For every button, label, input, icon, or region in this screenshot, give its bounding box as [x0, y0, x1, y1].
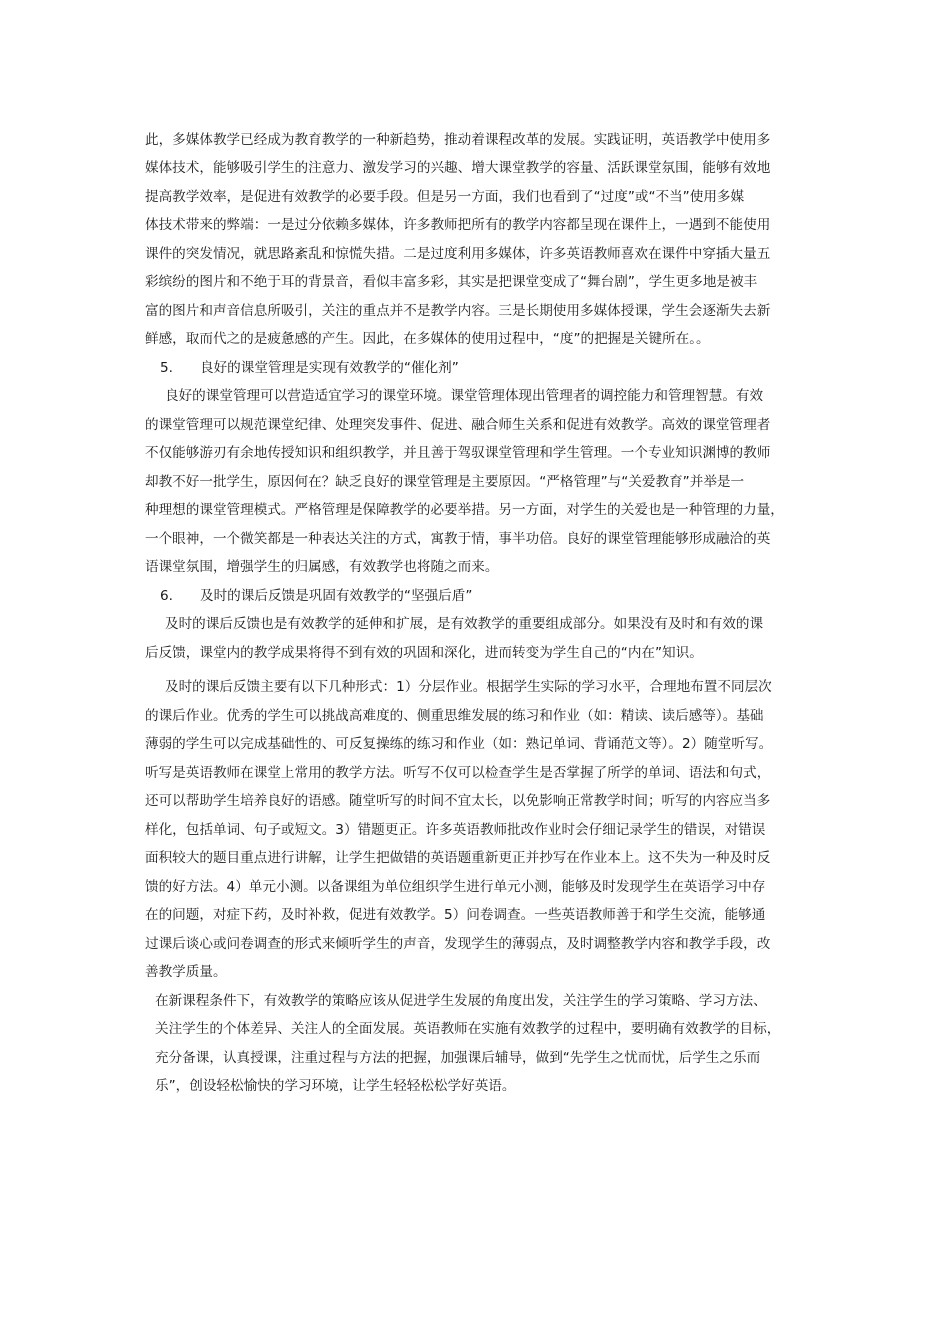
heading-number: 6.: [160, 588, 173, 604]
text-line: 媒体技术，能够吸引学生的注意力、激发学习的兴趣、增大课堂教学的容量、活跃课堂氛围，能够有效地: [145, 160, 771, 176]
text-line: 样化，包括单词、句子或短文。3）错题更正。许多英语教师批改作业时会仔细记录学生的错误，对错误: [145, 822, 766, 838]
heading-number: 5.: [160, 360, 173, 376]
text-line: 鲜感，取而代之的是疲惫感的产生。因此，在多媒体的使用过程中，“度”的把握是关键所在。。: [145, 331, 710, 347]
text-line: 在的问题，对症下药，及时补救，促进有效教学。5）问卷调查。一些英语教师善于和学生交流，能够通: [145, 907, 766, 923]
text-line: 富的图片和声音信息所吸引，关注的重点并不是教学内容。三是长期使用多媒体授课，学生会逐渐失去新: [145, 303, 771, 319]
text-line: 体技术带来的弊端：一是过分依赖多媒体，许多教师把所有的教学内容都呈现在课件上，一遇到不能使用: [145, 217, 771, 233]
text-line: 关注学生的个体差异、关注人的全面发展。英语教师在实施有效教学的过程中，要明确有效教学的目标，: [155, 1021, 781, 1037]
text-line: 及时的课后反馈主要有以下几种形式：1）分层作业。根据学生实际的学习水平，合理地布置不同层次: [165, 679, 772, 695]
text-line: 在新课程条件下，有效教学的策略应该从促进学生发展的角度出发，关注学生的学习策略、学习方法、: [155, 993, 767, 1009]
heading-5: [160, 359, 459, 377]
text-line: 课件的突发情况，就思路紊乱和惊慌失措。二是过度利用多媒体，许多英语教师喜欢在课件中穿插大量五: [145, 246, 771, 262]
text-line: 薄弱的学生可以完成基础性的、可反复操练的练习和作业（如：熟记单词、背诵范文等）。2）随堂听写。: [145, 736, 773, 752]
text-line: 的课后作业。优秀的学生可以挑战高难度的、侧重思维发展的练习和作业（如：精读、读后感等）。基础: [145, 708, 764, 724]
text-line: 不仅能够游刃有余地传授知识和组织教学，并且善于驾驭课堂管理和学生管理。一个专业知识渊博的教师: [145, 445, 771, 461]
text-line: 却教不好一批学生，原因何在？缺乏良好的课堂管理是主要原因。“严格管理”与“关爱教育”并举是一: [145, 474, 745, 490]
text-line: 彩缤纷的图片和不绝于耳的背景音，看似丰富多彩，其实是把课堂变成了“舞台剧”，学生更多地是被丰: [145, 274, 758, 290]
text-line: 善教学质量。: [145, 964, 227, 980]
text-line: 充分备课，认真授课，注重过程与方法的把握，加强课后辅导，做到“先学生之忧而忧，后学生之乐而: [155, 1050, 761, 1066]
text-line: 一个眼神，一个微笑都是一种表达关注的方式，寓教于情，事半功倍。良好的课堂管理能够形成融洽的英: [145, 531, 771, 547]
text-line: 良好的课堂管理可以营造适宜学习的课堂环境。课堂管理体现出管理者的调控能力和管理智慧。有效: [165, 388, 764, 404]
text-line: 后反馈，课堂内的教学成果将得不到有效的巩固和深化，进而转变为学生自己的“内在”知识。: [145, 645, 703, 661]
text-line: 过课后谈心或问卷调查的形式来倾听学生的声音，发现学生的薄弱点，及时调整教学内容和教学手段，改: [145, 936, 771, 952]
text-line: 馈的好方法。4）单元小测。以备课组为单位组织学生进行单元小测，能够及时发现学生在英语学习中存: [145, 879, 766, 895]
heading-6: [160, 587, 472, 605]
text-line: 提高教学效率，是促进有效教学的必要手段。但是另一方面，我们也看到了“过度”或“不当”使用多媒: [145, 189, 745, 205]
text-line: 面积较大的题目重点进行讲解，让学生把做错的英语题重新更正并抄写在作业本上。这不失为一种及时反: [145, 850, 771, 866]
text-line: 种理想的课堂管理模式。严格管理是保障教学的必要举措。另一方面，对学生的关爱也是一种管理的力量，: [145, 502, 784, 518]
text-line: 乐”，创设轻松愉快的学习环境，让学生轻轻松松学好英语。: [155, 1078, 516, 1094]
text-line: 及时的课后反馈也是有效教学的延伸和扩展，是有效教学的重要组成部分。如果没有及时和有效的课: [165, 616, 764, 632]
text-line: 听写是英语教师在课堂上常用的教学方法。听写不仅可以检查学生是否掌握了所学的单词、语法和句式，: [145, 765, 771, 781]
text-line: 此，多媒体教学已经成为教育教学的一种新趋势，推动着课程改革的发展。实践证明，英语教学中使用多: [145, 132, 771, 148]
text-line: 语课堂氛围，增强学生的归属感，有效教学也将随之而来。: [145, 559, 499, 575]
text-line: 还可以帮助学生培养良好的语感。随堂听写的时间不宜太长，以免影响正常教学时间；听写的内容应当多: [145, 793, 771, 809]
heading-text: 良好的课堂管理是实现有效教学的“催化剂”: [200, 360, 459, 376]
text-line: 的课堂管理可以规范课堂纪律、处理突发事件、促进、融合师生关系和促进有效教学。高效的课堂管理者: [145, 417, 771, 433]
heading-text: 及时的课后反馈是巩固有效教学的“坚强后盾”: [200, 588, 473, 604]
